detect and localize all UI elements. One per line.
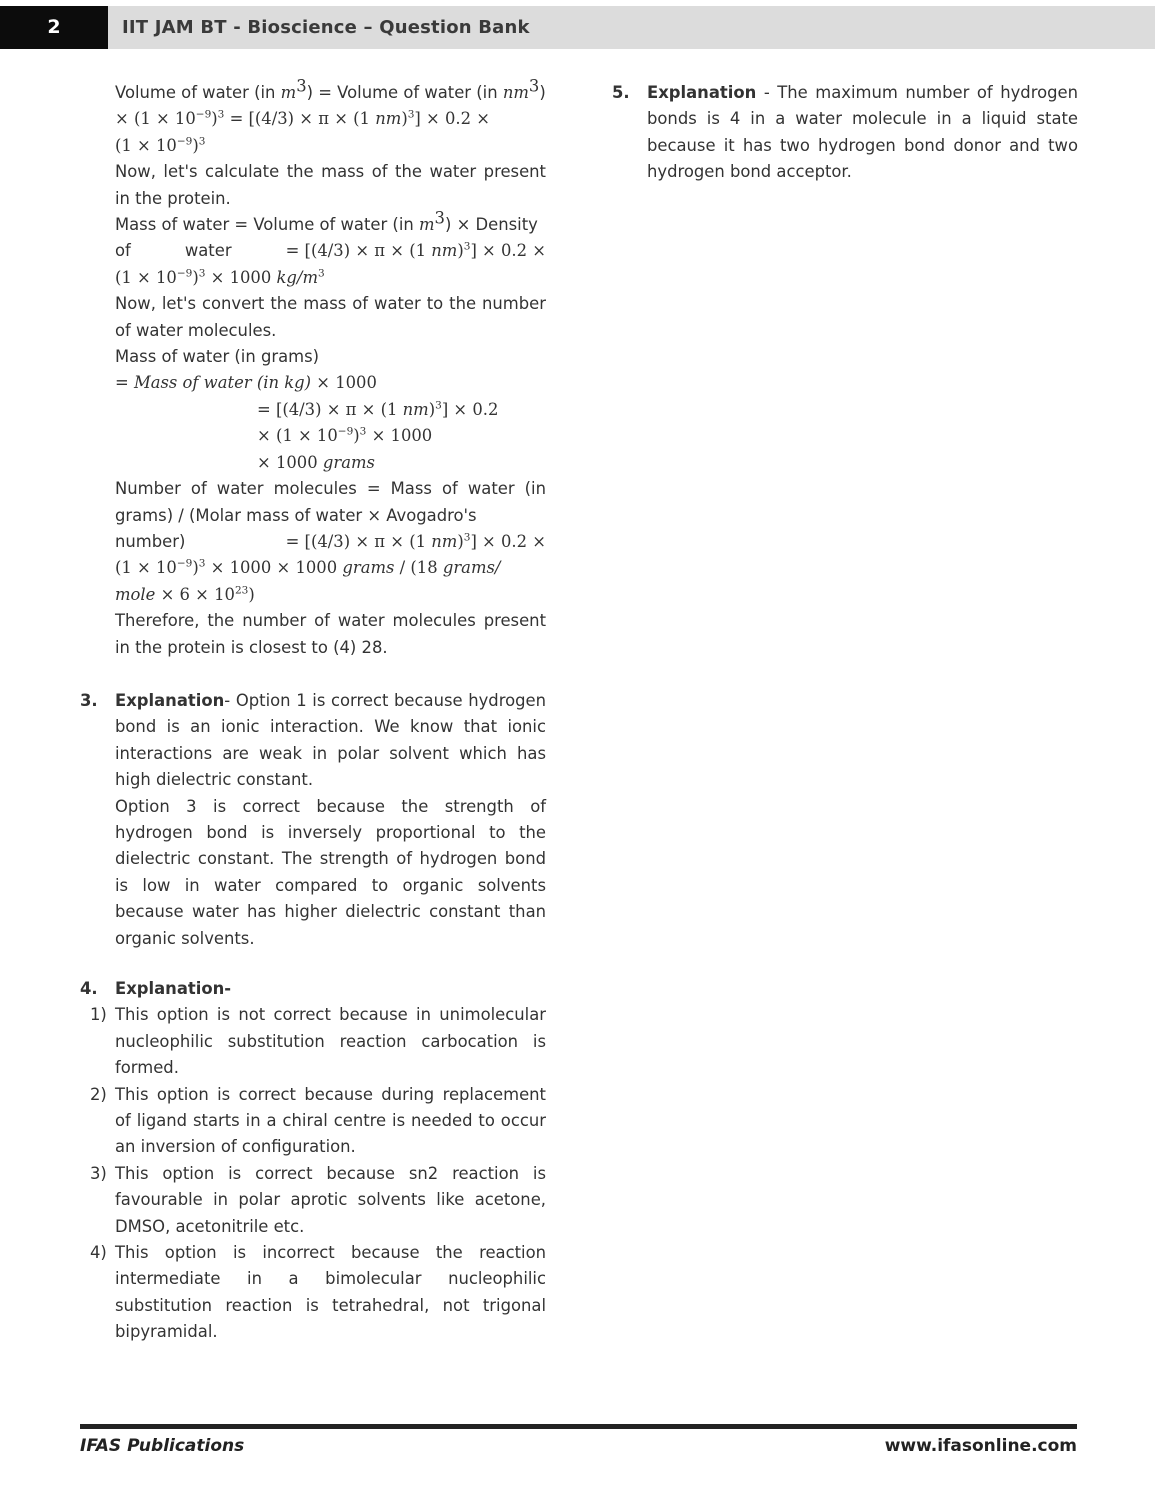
mass-equation-2: $(1 \times 10^{-9})^3 \times 1000$ $kg/m^3$ [115,267,325,287]
option-item: 3) This option is correct because sn2 reaction is favourable in polar aprotic solvents like acetone, DMSO, acetonitrile etc. [90,1163,546,1236]
explanation-label: Explanation [647,83,757,102]
option-item: 1) This option is not correct because in unimolecular nucleophilic substitution reaction carbocation is formed. [90,1005,546,1078]
explanation-number: 4. [80,979,98,998]
explanation-5: 5. Explanation - The maximum number of hydrogen bonds is 4 in a water molecule in a liquid state because it has two hydrogen bond donor and two hydrogen bond acceptor. [612,80,1078,186]
volume-equation-2: $(1 \times 10^{-9})^3$ [115,135,206,155]
grams-equation-2: = [(4/3) × π × (1 nm)$^3$] × 0.2 [257,399,499,419]
convert-intro: Now, let's convert the mass of water to the number of water molecules. [115,294,546,340]
molecules-text: Number of water molecules = Mass of water (in grams) / (Molar mass of water × Avogadro's [115,479,546,525]
page-number: 2 [0,6,108,49]
mass-intro: Now, let's calculate the mass of the water present in the protein. [115,162,546,208]
page-header [0,6,1155,49]
grams-equation-3: × $(1 \times 10^{-9})^3 \times 1000$ [257,425,433,446]
molecules-equation-2: $(1 \times 10^{-9})^3 \times 1000 \times 1000$ grams / (18 grams/ [115,557,501,578]
mass-line: Mass of water = Volume of water (in $m^3$) × Density [115,208,538,235]
header-title: IIT JAM BT - Bioscience – Question Bank [122,17,530,38]
explanation-3: 3. Explanation- Option 1 is correct because hydrogen bond is an ionic interaction. We know that ionic interactions are weak in polar solvent which has high dielectric constant. Option 3 is correct because the strength of hydrogen bond is inversely proportional to the dielectric constant. The strength of hydrogen bond is low in water compared to organic solvents because water has higher dielectric constant than organic solvents. [80,688,546,952]
publisher-name: IFAS Publications [80,1436,245,1456]
option-item: 4) This option is incorrect because the reaction intermediate in a bimolecular nucleophilic substitution reaction is tetrahedral, not trigonal bipyramidal. [90,1243,546,1342]
option-item: 2) This option is correct because during replacement of ligand starts in a chiral centre is needed to occur an inversion of configuration. [90,1084,546,1157]
explanation-number: 3. [80,690,98,710]
continued-solution [80,76,546,661]
explanation-label: Explanation- [115,979,232,998]
mass-equation-1: of water = [(4/3) × π × (1 nm)$^3$] × 0.2 × [115,240,546,261]
explanation-3-option-3: Option 3 is correct because the strength of hydrogen bond is inversely proportional to the dielectric constant. The strength of hydrogen bond is low in water compared to organic solvents because water has higher dielectric constant than organic solvents. [115,796,546,948]
conclusion: Therefore, the number of water molecules present in the protein is closest to (4) 28. [115,611,546,657]
volume-line: Volume of water (in $m^3$) = Volume of water (in $nm^3$) [115,76,546,102]
footer-divider [80,1424,1077,1429]
left-column [80,76,546,1346]
explanation-number: 5. [612,83,630,102]
grams-label: Mass of water (in grams) [115,347,320,367]
molecules-equation-3: mole × $6 \times 10^{23}$) [115,584,255,604]
molecules-equation-1: number) = [(4/3) × π × (1 nm)$^3$] × 0.2 × [115,531,546,551]
website-link[interactable]: www.ifasonline.com [884,1436,1077,1456]
grams-equation-1: = Mass of water (in kg) × 1000 [115,373,377,393]
explanation-label: Explanation [115,690,225,710]
grams-equation-4: × 1000 grams [257,452,375,472]
explanation-4 [80,976,546,1002]
volume-equation-1: × $(1 \times 10^{-9})^3 = [(4/3) \times \pi \times (1$ nm)$^3$] × 0.2 × [115,108,490,129]
right-column [612,80,1078,186]
